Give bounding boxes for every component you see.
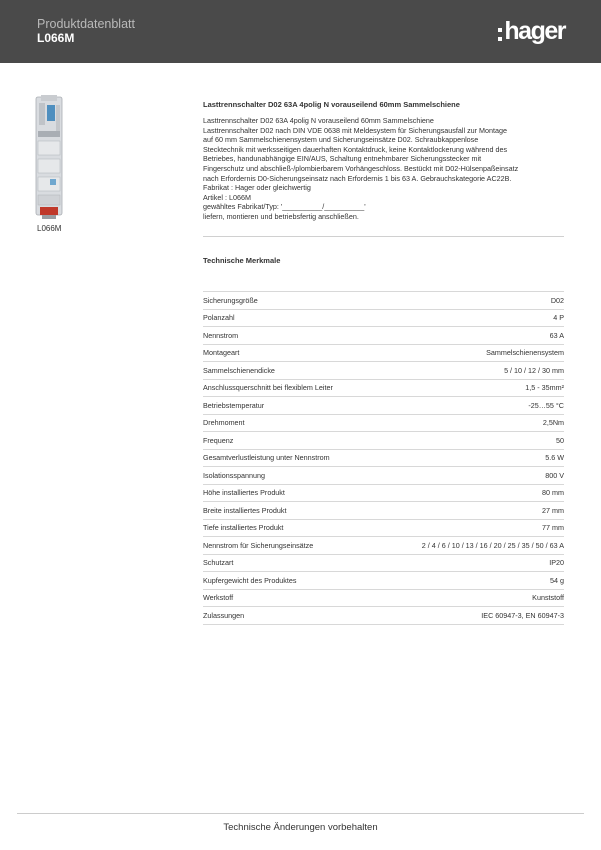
- spec-value: 2 / 4 / 6 / 10 / 13 / 16 / 20 / 25 / 35 / 50 / 63 A: [421, 540, 564, 550]
- table-row: [203, 589, 564, 607]
- spec-label: Sicherungsgröße: [203, 295, 258, 305]
- spec-value: 5 / 10 / 12 / 30 mm: [504, 365, 564, 375]
- page-header: [0, 0, 601, 63]
- spec-value: D02: [550, 295, 564, 305]
- table-row: [203, 291, 564, 309]
- spec-value: IEC 60947-3, EN 60947-3: [481, 610, 564, 620]
- table-row: [203, 309, 564, 327]
- spec-label: Nennstrom: [203, 330, 239, 340]
- spec-value: IP20: [549, 558, 564, 568]
- spec-label: Nennstrom für Sicherungseinsätze: [203, 540, 314, 550]
- spec-label: Sammelschienendicke: [203, 365, 275, 375]
- table-row: [203, 466, 564, 484]
- spec-value: 77 mm: [542, 523, 564, 533]
- spec-label: Gesamtverlustleistung unter Nennstrom: [203, 453, 330, 463]
- spec-label: Frequenz: [203, 435, 234, 445]
- spec-label: Montageart: [203, 348, 240, 358]
- spec-value: 1,5 - 35mm²: [525, 383, 564, 393]
- spec-value: 5.6 W: [545, 453, 564, 463]
- table-row: [203, 519, 564, 537]
- spec-label: Drehmoment: [203, 418, 245, 428]
- footer-note: Technische Änderungen vorbehalten: [223, 822, 378, 833]
- logo-wordmark: hager: [504, 16, 565, 45]
- table-row: [203, 344, 564, 362]
- spec-value: 63 A: [549, 330, 564, 340]
- table-row: [203, 484, 564, 502]
- table-row: [203, 379, 564, 397]
- spec-label: Isolationsspannung: [203, 470, 265, 480]
- hager-logo: [498, 16, 565, 46]
- spec-label: Kupfergewicht des Produktes: [203, 575, 297, 585]
- specs-heading: Technische Merkmale: [203, 256, 281, 265]
- table-row: [203, 396, 564, 414]
- table-row: [203, 431, 564, 449]
- table-row: [203, 571, 564, 589]
- table-row: [203, 606, 564, 625]
- table-row: [203, 326, 564, 344]
- spec-value: Kunststoff: [532, 593, 564, 603]
- table-row: [203, 361, 564, 379]
- spec-value: 800 V: [545, 470, 564, 480]
- product-description: Lasttrennschalter D02 63A 4polig N vorauseilend 60mm Sammelschiene Lasttrennschalter D02 nach DIN VDE 0638 mit Meldesystem für Sicherungsausfall zur Montage auf 60 mm Sammelschienensystem und Sicherungseinsätze D02. Schraubkappenlose Stecktechnik mit werksseitigen dauerhaften Kontaktdruck, keine Kontaktlockerung während des Betriebes, handunabhängige EIN/AUS, Schaltung entnehmbarer Sicherungsstecker mit Fingerschutz und abschließ-/plombierbarem Vorhängeschloss. Bestückt mit D02-Hülsenpaßeinsatz nach Erfordernis D0-Sicherungseinsatz nach Erfordernis 1 bis 63 A. Gebrauchskategorie AC22B. Fabrikat : Hager oder gleichwertig Artikel : L066M gewähltes Fabrikat/Typ: '__________/__________' liefern, montieren und betriebsfertig anschließen.: [203, 116, 519, 221]
- table-row: [203, 501, 564, 519]
- spec-label: Werkstoff: [203, 593, 234, 603]
- spec-label: Schutzart: [203, 558, 234, 568]
- footer-divider: [17, 813, 584, 814]
- spec-label: Polanzahl: [203, 313, 235, 323]
- spec-value: Sammelschienensystem: [486, 348, 564, 358]
- spec-label: Tiefe installiertes Produkt: [203, 523, 284, 533]
- section-divider: [203, 236, 564, 237]
- spec-value: 50: [556, 435, 564, 445]
- spec-value: -25…55 °C: [528, 400, 564, 410]
- spec-value: 27 mm: [542, 505, 564, 515]
- spec-value: 54 g: [550, 575, 564, 585]
- product-description-block: [203, 100, 568, 222]
- table-row: [203, 536, 564, 554]
- product-title: Lasttrennschalter D02 63A 4polig N vorauseilend 60mm Sammelschiene: [203, 100, 460, 109]
- table-row: [203, 449, 564, 467]
- product-image-caption: L066M: [37, 224, 62, 233]
- spec-label: Breite installiertes Produkt: [203, 505, 287, 515]
- spec-value: 2,5Nm: [542, 418, 564, 428]
- logo-colon-mark: [498, 28, 502, 41]
- spec-value: 80 mm: [542, 488, 564, 498]
- spec-value: 4 P: [553, 313, 564, 323]
- spec-label: Höhe installiertes Produkt: [203, 488, 285, 498]
- specs-table: [203, 291, 564, 625]
- table-row: [203, 414, 564, 432]
- spec-label: Zulassungen: [203, 610, 245, 620]
- product-image: [30, 95, 68, 221]
- spec-label: Anschlussquerschnitt bei flexiblem Leiter: [203, 383, 333, 393]
- table-row: [203, 554, 564, 572]
- product-code: L066M: [37, 31, 75, 45]
- document-type: Produktdatenblatt: [37, 17, 135, 31]
- spec-label: Betriebstemperatur: [203, 400, 265, 410]
